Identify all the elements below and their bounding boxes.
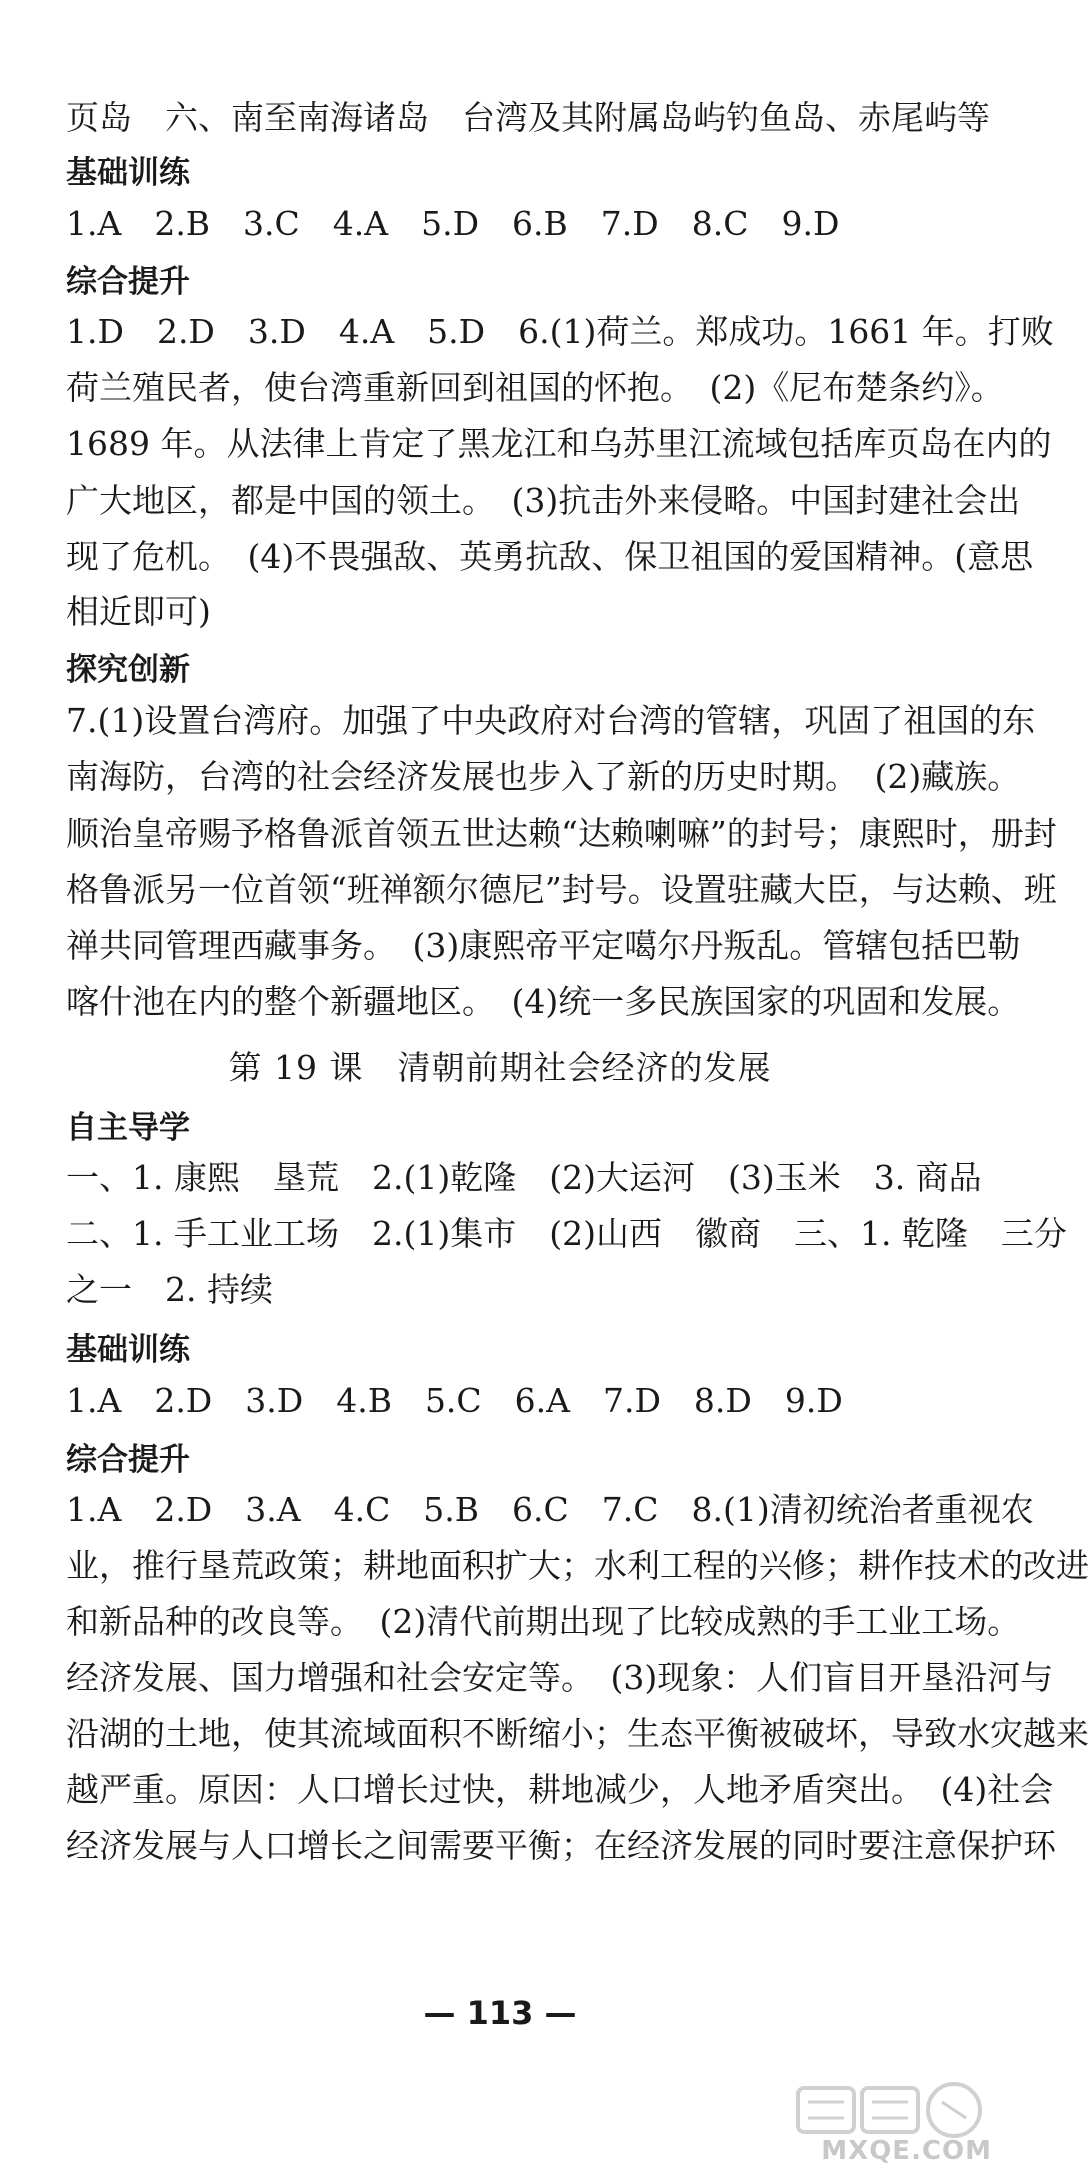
answer-line: 喀什池在内的整个新疆地区。 (4)统一多民族国家的巩固和发展。 — [66, 982, 1021, 1021]
answer-line: 1.A 2.D 3.A 4.C 5.B 6.C 7.C 8.(1)清初统治者重视农 — [66, 1490, 1034, 1529]
answer-line: 禅共同管理西藏事务。 (3)康熙帝平定噶尔丹叛乱。管辖包括巴勒 — [66, 926, 1021, 965]
answer-line: 相近即可) — [66, 592, 211, 631]
page-number: — 113 — — [423, 1994, 577, 2032]
answer-line: 和新品种的改良等。 (2)清代前期出现了比较成熟的手工业工场。 — [66, 1602, 1021, 1641]
section-heading-basic-training: 基础训练 — [66, 155, 190, 191]
section-heading-comprehensive-2: 综合提升 — [66, 1442, 190, 1478]
answer-line: 之一 2. 持续 — [66, 1270, 273, 1309]
answer-line: 南海防，台湾的社会经济发展也步入了新的历史时期。 (2)藏族。 — [66, 757, 1021, 796]
answer-line: 7.(1)设置台湾府。加强了中央政府对台湾的管辖，巩固了祖国的东 — [66, 701, 1036, 740]
watermark-url: MXQE.COM — [821, 2136, 992, 2166]
answer-line: 荷兰殖民者，使台湾重新回到祖国的怀抱。 (2)《尼布楚条约》。 — [66, 368, 1004, 407]
section-heading-exploration: 探究创新 — [66, 652, 190, 688]
answer-line: 经济发展、国力增强和社会安定等。 (3)现象：人们盲目开垦沿河与 — [66, 1658, 1054, 1697]
answer-line: 1689 年。从法律上肯定了黑龙江和乌苏里江流域包括库页岛在内的 — [66, 424, 1052, 463]
answer-line: 一、1. 康熙 垦荒 2.(1)乾隆 (2)大运河 (3)玉米 3. 商品 — [66, 1158, 982, 1197]
section-heading-comprehensive: 综合提升 — [66, 264, 190, 300]
answer-line: 越严重。原因：人口增长过快，耕地减少，人地矛盾突出。 (4)社会 — [66, 1770, 1054, 1809]
answer-line: 格鲁派另一位首领“班禅额尔德尼”封号。设置驻藏大臣，与达赖、班 — [66, 870, 1057, 909]
answer-line: 顺治皇帝赐予格鲁派首领五世达赖“达赖喇嘛”的封号；康熙时，册封 — [66, 814, 1057, 853]
answer-line: 业，推行垦荒政策；耕地面积扩大；水利工程的兴修；耕作技术的改进 — [66, 1546, 1089, 1585]
answer-line: 沿湖的土地，使其流域面积不断缩小；生态平衡被破坏，导致水灾越来 — [66, 1714, 1089, 1753]
lesson-title: 第 19 课 清朝前期社会经济的发展 — [228, 1048, 772, 1087]
text-line: 页岛 六、南至南海诸岛 台湾及其附属岛屿钓鱼岛、赤尾屿等 — [66, 98, 990, 137]
answer-line: 1.D 2.D 3.D 4.A 5.D 6.(1)荷兰。郑成功。1661 年。打败 — [66, 312, 1054, 351]
answer-line: 经济发展与人口增长之间需要平衡；在经济发展的同时要注意保护环 — [66, 1826, 1056, 1865]
answer-line: 二、1. 手工业工场 2.(1)集市 (2)山西 徽商 三、1. 乾隆 三分 — [66, 1214, 1067, 1253]
answer-line: 1.A 2.B 3.C 4.A 5.D 6.B 7.D 8.C 9.D — [66, 204, 840, 243]
answer-line: 现了危机。 (4)不畏强敌、英勇抗敌、保卫祖国的爱国精神。(意思 — [66, 537, 1034, 576]
section-heading-basic-training-2: 基础训练 — [66, 1332, 190, 1368]
answer-line: 广大地区，都是中国的领土。 (3)抗击外来侵略。中国封建社会出 — [66, 481, 1021, 520]
section-heading-self-study: 自主导学 — [66, 1110, 190, 1146]
answer-line: 1.A 2.D 3.D 4.B 5.C 6.A 7.D 8.D 9.D — [66, 1381, 843, 1420]
